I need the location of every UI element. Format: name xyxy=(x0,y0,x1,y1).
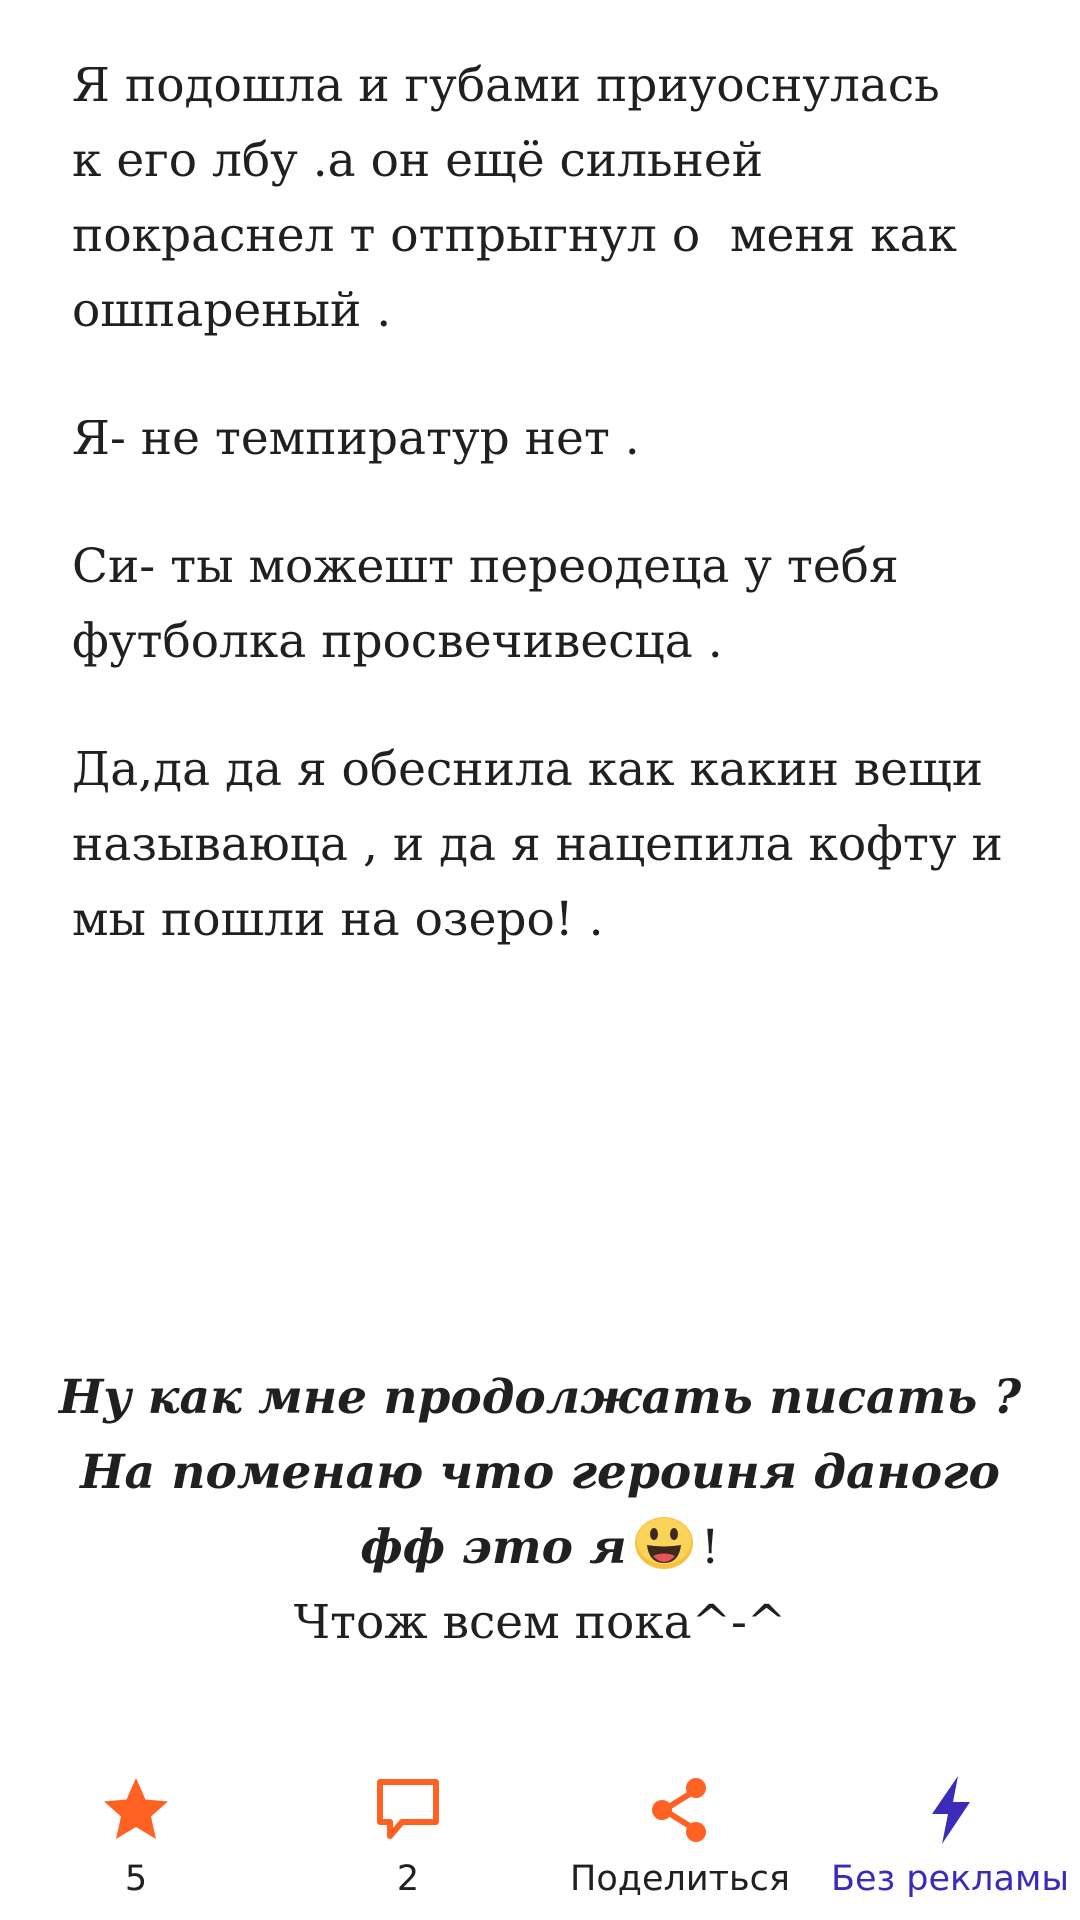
star-icon xyxy=(96,1770,176,1850)
no-ads-button[interactable] xyxy=(830,1770,1070,1900)
vote-count: 5 xyxy=(124,1859,148,1899)
story-paragraph: Я подошла и губами приуоснулась к его лбу .а он ещё сильней покраснел т отпрыгнул о меня как ошпареный . xyxy=(72,58,958,338)
comment-icon xyxy=(368,1770,448,1850)
outro-line: фф это я xyxy=(360,1520,627,1575)
share-button[interactable] xyxy=(560,1770,800,1900)
smiley-emoji-icon xyxy=(633,1515,695,1571)
story-text xyxy=(72,48,1012,1010)
vote-button[interactable] xyxy=(16,1770,256,1900)
comments-button[interactable] xyxy=(288,1770,528,1900)
comments-count: 2 xyxy=(396,1859,420,1899)
share-label: Поделиться xyxy=(570,1859,790,1899)
bottom-action-bar xyxy=(0,1770,1080,1920)
share-icon xyxy=(640,1770,720,1850)
outro-line-with-emoji xyxy=(40,1510,1040,1585)
outro-line: На поменаю что героиня даного xyxy=(80,1445,1000,1500)
outro-exclaim: ! xyxy=(700,1520,720,1575)
story-outro xyxy=(40,1360,1040,1660)
story-paragraph: Си- ты можешт переодеца у тебя футболка просвечивесца . xyxy=(72,539,899,669)
no-ads-label: Без рекламы xyxy=(830,1859,1070,1899)
lightning-icon xyxy=(910,1770,990,1850)
outro-question: Ну как мне продолжать писать ? xyxy=(58,1370,1022,1425)
story-paragraph: Я- не темпиратур нет . xyxy=(72,411,640,466)
story-paragraph: Да,да да я обеснила как какин вещи называюца , и да я нацепила кофту и мы пошли на озеро! . xyxy=(72,742,1003,947)
outro-bye: Чтож всем пока^-^ xyxy=(293,1595,787,1650)
